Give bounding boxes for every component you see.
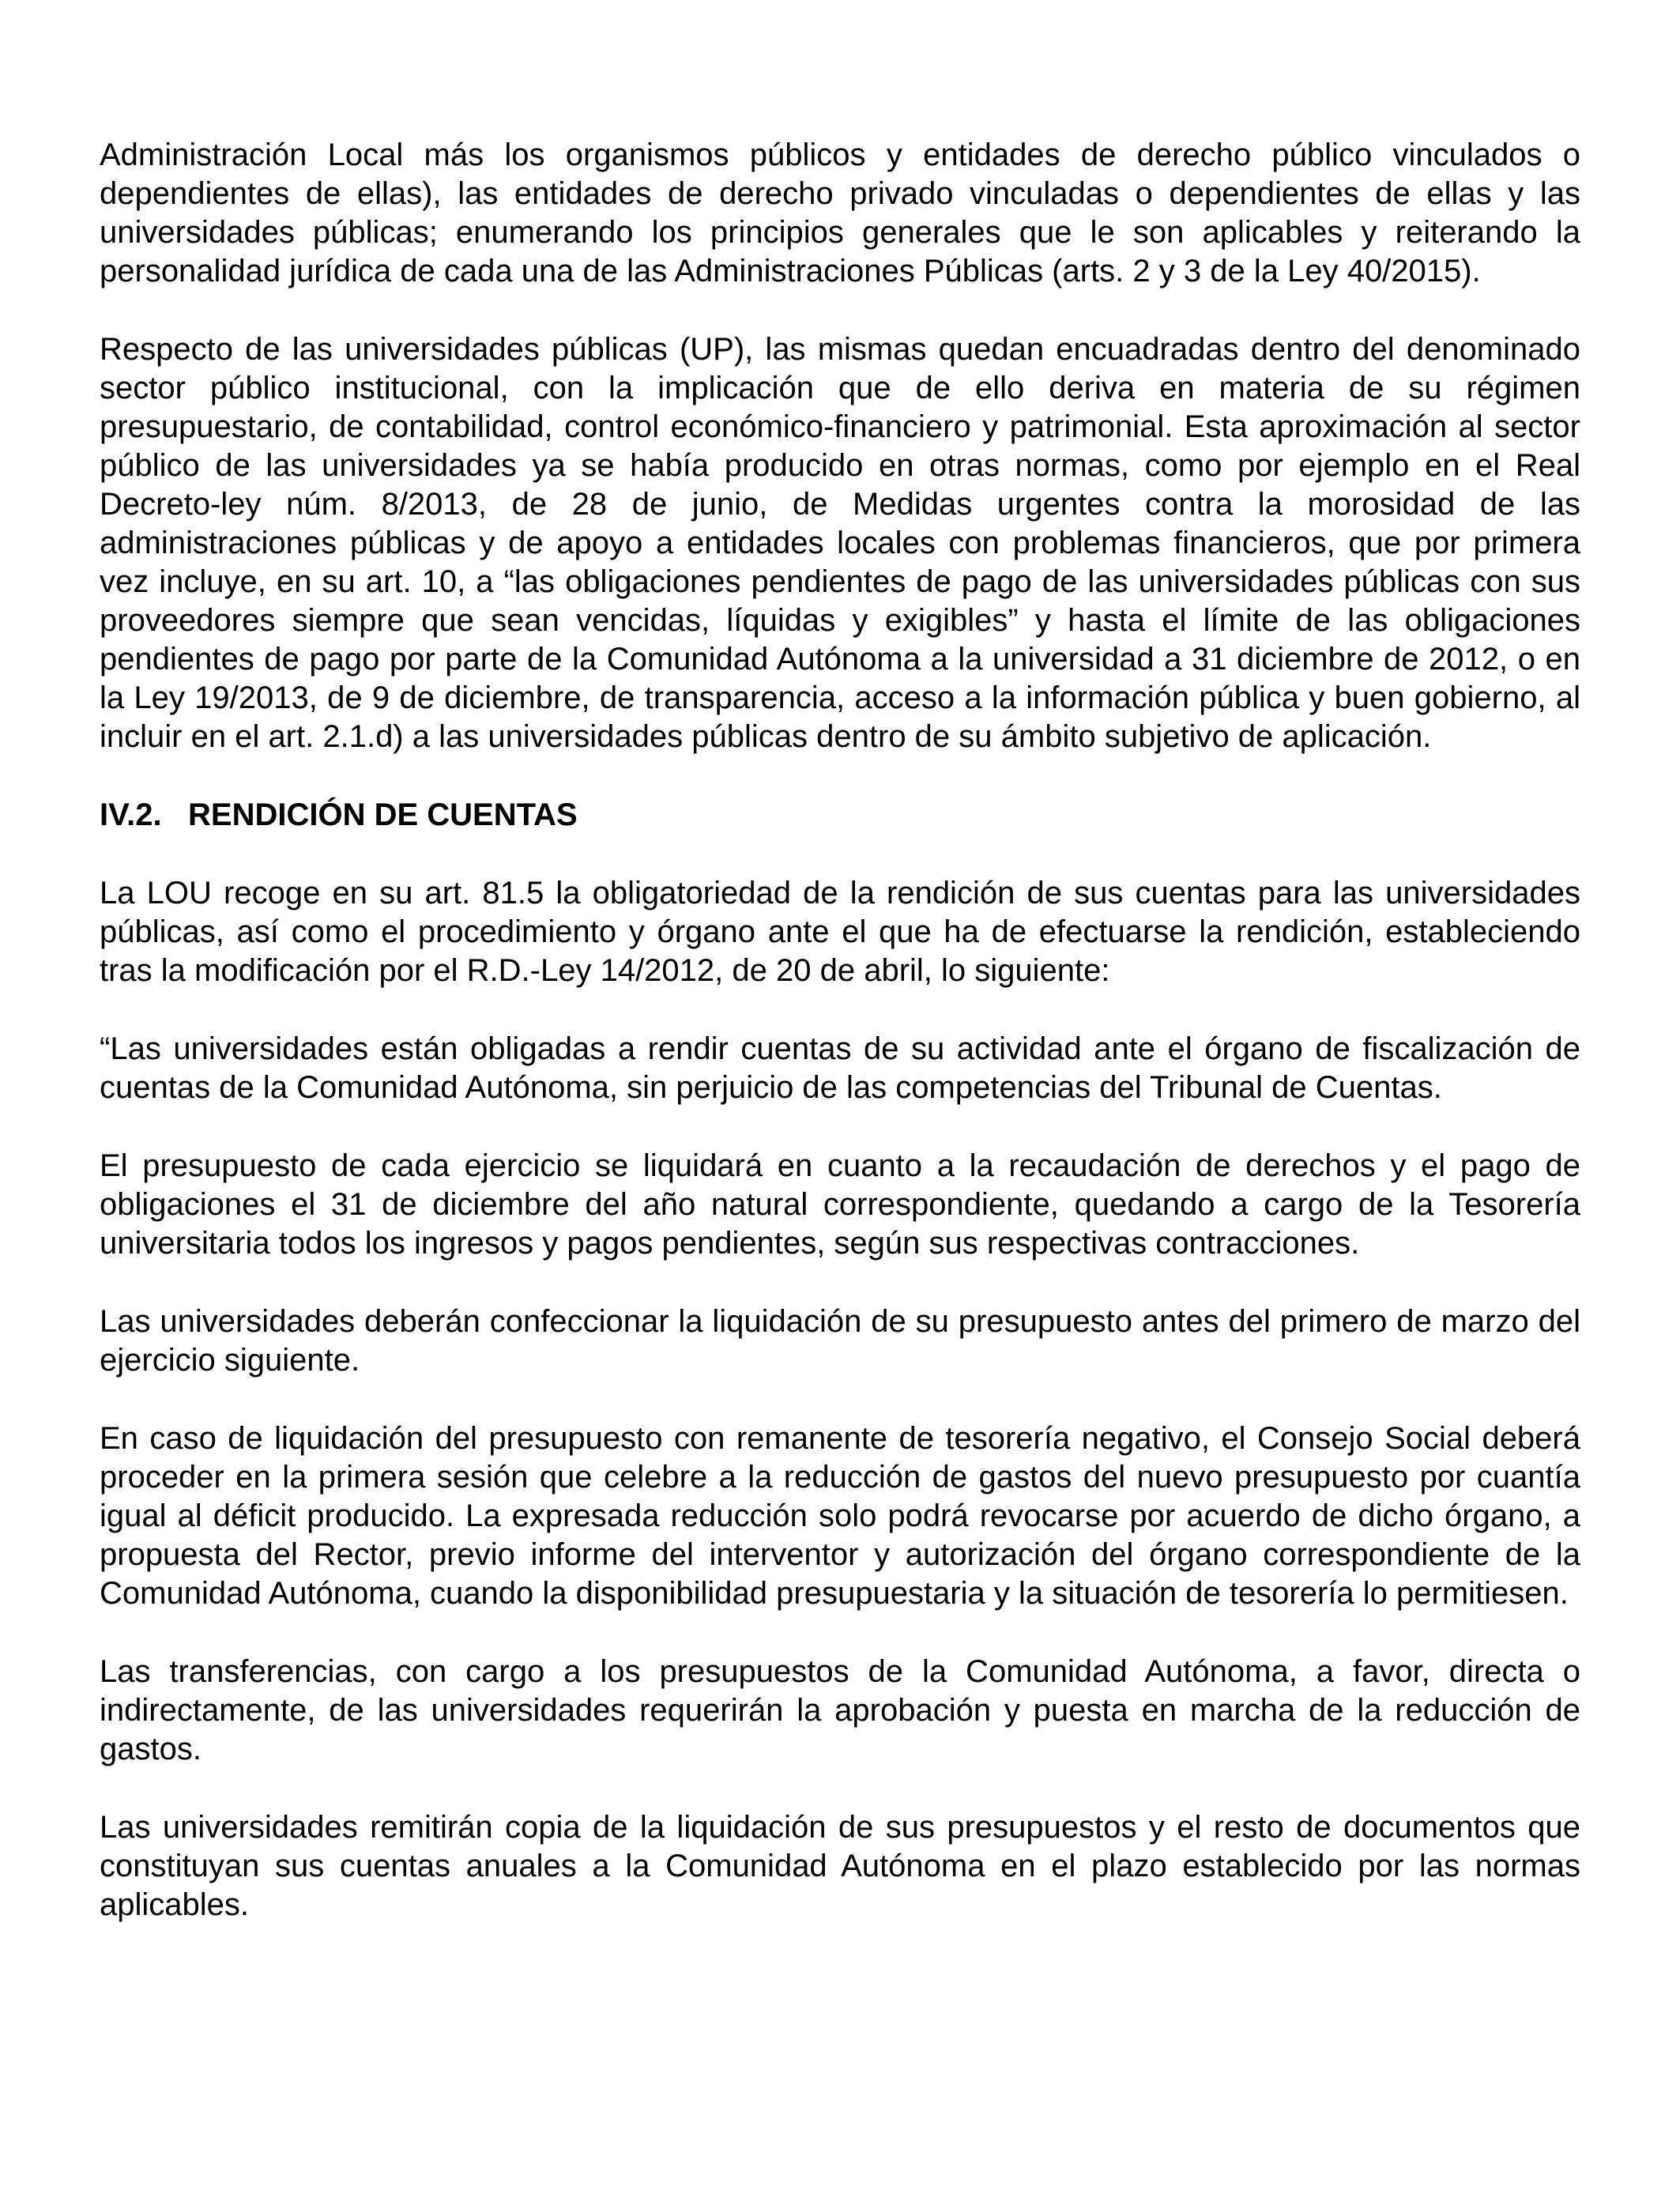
paragraph-lou-art-81: La LOU recoge en su art. 81.5 la obligatoriedad de la rendición de sus cuentas para las universidades públicas, así como el procedimiento y órgano ante el que ha de efectuarse la rendición, estableciendo tras la modificación por el R.D.-Ley 14/2012, de 20 de abril, lo siguiente: bbox=[100, 876, 1580, 988]
document-page bbox=[100, 136, 1580, 1964]
section-heading bbox=[100, 796, 1580, 835]
paragraph-remision-copia: Las universidades remitirán copia de la liquidación de sus presupuestos y el resto de documentos que constituyan sus cuentas anuales a la Comunidad Autónoma en el plazo establecido por las normas aplicables. bbox=[100, 1810, 1580, 1922]
paragraph-quote-rendir-cuentas: “Las universidades están obligadas a rendir cuentas de su actividad ante el órgano de fiscalización de cuentas de la Comunidad Autónoma, sin perjuicio de las competencias del Tribunal de Cuentas. bbox=[100, 1031, 1580, 1105]
paragraph-administraciones: Administración Local más los organismos públicos y entidades de derecho público vinculados o dependientes de ellas), las entidades de derecho privado vinculadas o dependientes de ellas y las universidades públicas; enumerando los principios generales que le son aplicables y reiterando la personalidad jurídica de cada una de las Administraciones Públicas (arts. 2 y 3 de la Ley 40/2015). bbox=[100, 138, 1580, 288]
paragraph-transferencias: Las transferencias, con cargo a los presupuestos de la Comunidad Autónoma, a favor, directa o indirectamente, de las universidades requerirán la aprobación y puesta en marcha de la reducción de gastos. bbox=[100, 1654, 1580, 1766]
paragraph-remanente-negativo: En caso de liquidación del presupuesto con remanente de tesorería negativo, el Consejo Social deberá proceder en la primera sesión que celebre a la reducción de gastos del nuevo presupuesto por cuantía igual al déficit producido. La expresada reducción solo podrá revocarse por acuerdo de dicho órgano, a propuesta del Rector, previo informe del interventor y autorización del órgano correspondiente de la Comunidad Autónoma, cuando la disponibilidad presupuestaria y la situación de tesorería lo permitiesen. bbox=[100, 1421, 1580, 1611]
section-number: IV.2. bbox=[100, 797, 162, 832]
section-title: RENDICIÓN DE CUENTAS bbox=[188, 797, 578, 832]
paragraph-presupuesto-liquidacion: El presupuesto de cada ejercicio se liquidará en cuanto a la recaudación de derechos y el pago de obligaciones el 31 de diciembre del año natural correspondiente, quedando a cargo de la Tesorería universitaria todos los ingresos y pagos pendientes, según sus respectivas contracciones. bbox=[100, 1148, 1580, 1261]
paragraph-plazo-liquidacion: Las universidades deberán confeccionar la liquidación de su presupuesto antes del primero de marzo del ejercicio siguiente. bbox=[100, 1304, 1580, 1378]
paragraph-universidades-publicas: Respecto de las universidades públicas (UP), las mismas quedan encuadradas dentro del denominado sector público institucional, con la implicación que de ello deriva en materia de su régimen presupuestario, de contabilidad, control económico-financiero y patrimonial. Esta aproximación al sector público de las universidades ya se había producido en otras normas, como por ejemplo en el Real Decreto-ley núm. 8/2013, de 28 de junio, de Medidas urgentes contra la morosidad de las administraciones públicas y de apoyo a entidades locales con problemas financieros, que por primera vez incluye, en su art. 10, a “las obligaciones pendientes de pago de las universidades públicas con sus proveedores siempre que sean vencidas, líquidas y exigibles” y hasta el límite de las obligaciones pendientes de pago por parte de la Comunidad Autónoma a la universidad a 31 diciembre de 2012, o en la Ley 19/2013, de 9 de diciembre, de transparencia, acceso a la información pública y buen gobierno, al incluir en el art. 2.1.d) a las universidades públicas dentro de su ámbito subjetivo de aplicación. bbox=[100, 332, 1580, 754]
